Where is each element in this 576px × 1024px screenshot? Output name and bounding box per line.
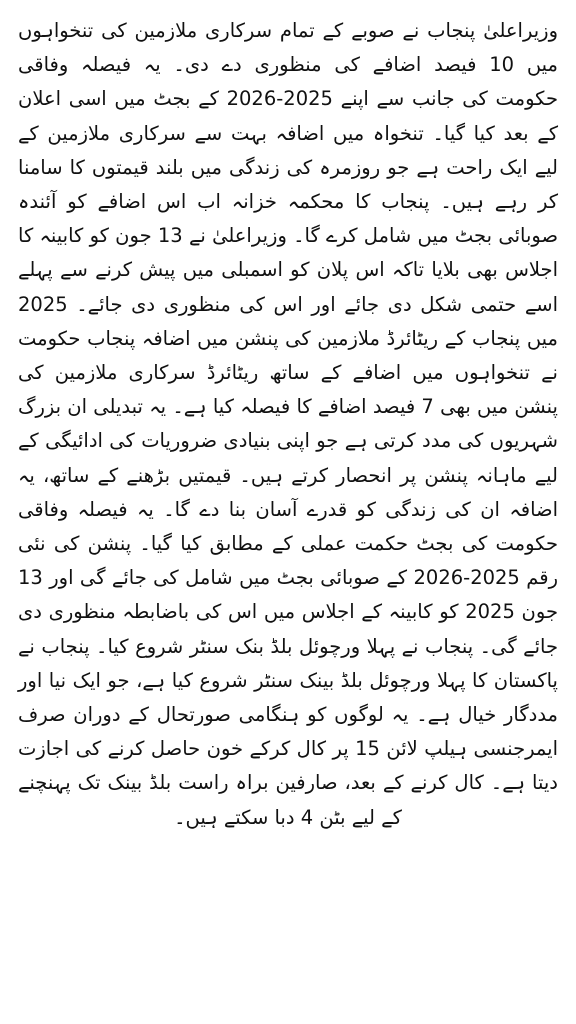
article-body: وزیراعلیٰ پنجاب نے صوبے کے تمام سرکاری ملازمین کی تنخواہوں میں 10 فیصد اضافے کی منظوری دے دی۔ یہ فیصلہ وفاقی حکومت کی جانب سے اپنے 2025-2026 کے بجٹ میں اسی اعلان کے بعد کیا گیا۔ تنخواہ میں اضافہ بہت سے سرکاری ملازمین کے لیے ایک راحت ہے جو روزمرہ کی زندگی میں بلند قیمتوں کا سامنا کر رہے ہیں۔ پنجاب کا محکمہ خزانہ اب اس اضافے کو آئندہ صوبائی بجٹ میں شامل کرے گا۔ وزیراعلیٰ نے 13 جون کو کابینہ کا اجلاس بھی بلایا تاکہ اس پلان کو اسمبلی میں پیش کرنے سے پہلے اسے حتمی شکل دی جائے اور اس کی منظوری دی جائے۔ 2025 میں پنجاب کے ریٹائرڈ ملازمین کی پنشن میں اضافہ پنجاب حکومت نے تنخواہوں میں اضافے کے ساتھ ریٹائرڈ سرکاری ملازمین کی پنشن میں بھی 7 فیصد اضافے کا فیصلہ کیا ہے۔ یہ تبدیلی ان بزرگ شہریوں کی مدد کرتی ہے جو اپنی بنیادی ضروریات کی ادائیگی کے لیے ماہانہ پنشن پر انحصار کرتے ہیں۔ قیمتیں بڑھنے کے ساتھ، یہ اضافہ ان کی زندگی کو قدرے آسان بنا دے گا۔ یہ فیصلہ وفاقی حکومت کی بجٹ حکمت عملی کے مطابق کیا گیا۔ پنشن کی نئی رقم 2025-2026 کے صوبائی بجٹ میں شامل کی جائے گی اور 13 جون 2025 کو کابینہ کے اجلاس میں اس کی باضابطہ منظوری دی جائے گی۔ پنجاب نے پہلا ورچوئل بلڈ بنک سنٹر شروع کیا۔ پنجاب نے پاکستان کا پہلا ورچوئل بلڈ بینک سنٹر شروع کیا ہے، جو ایک نیا اور مددگار خیال ہے۔ یہ لوگوں کو ہنگامی صورتحال کے دوران صرف ایمرجنسی ہیلپ لائن 15 پر کال کرکے خون حاصل کرنے کی اجازت دیتا ہے۔ کال کرنے کے بعد، صارفین براہ راست بلڈ بینک تک پہنچنے کے لیے بٹن 4 دبا سکتے ہیں۔: [18, 19, 558, 829]
